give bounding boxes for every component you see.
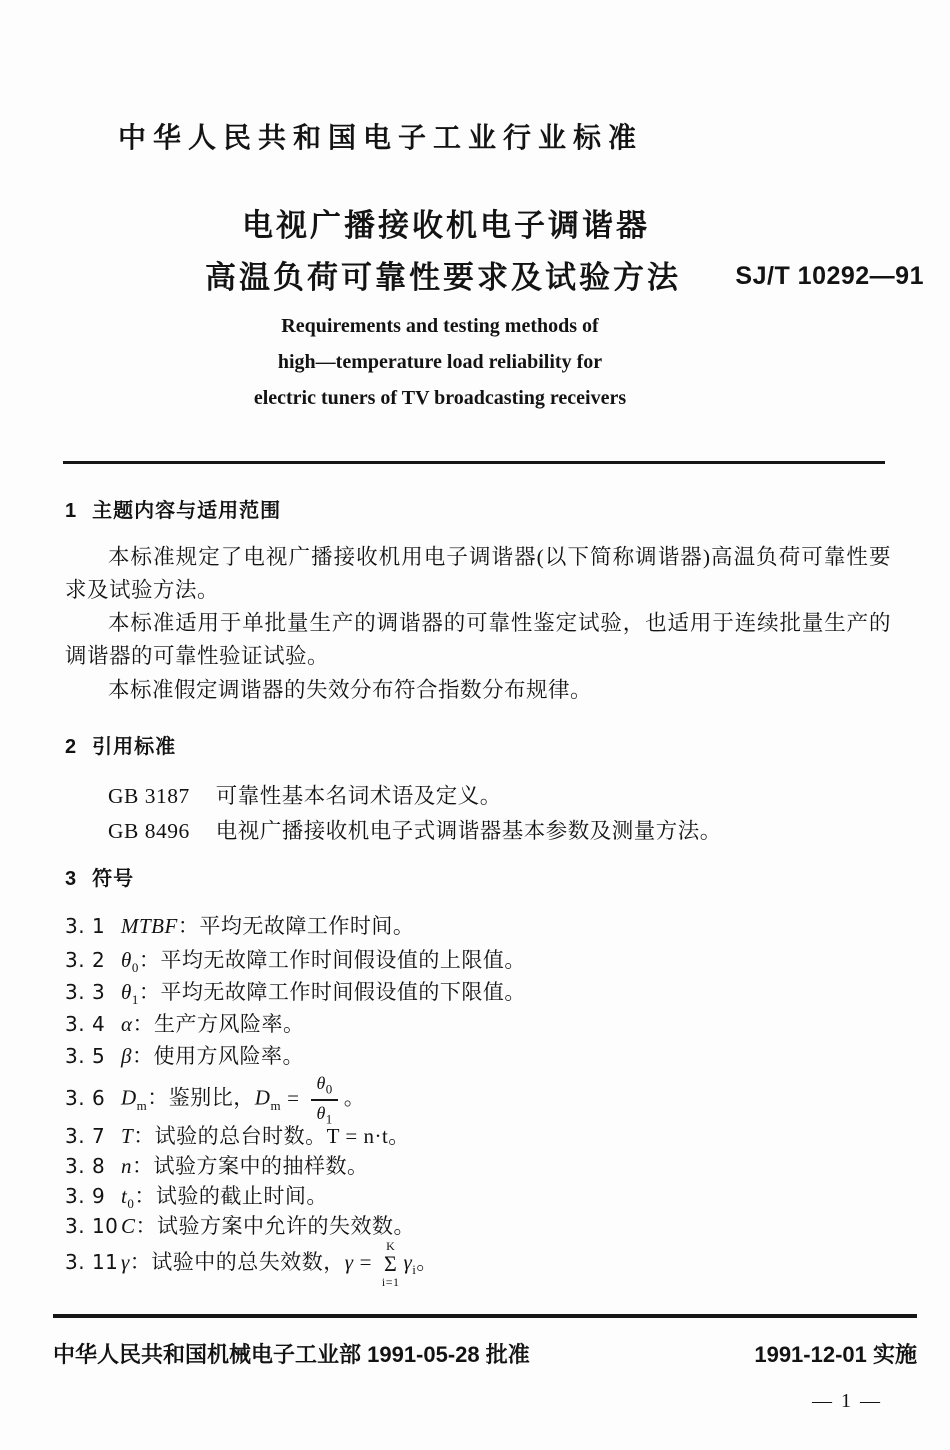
symbol-description: ：试验中的总失效数， <box>129 1249 345 1274</box>
symbol-number: 3. 8 <box>65 1154 106 1178</box>
symbol-description: ：平均无故障工作时间假设值的下限值。 <box>138 980 526 1004</box>
reference-title: 可靠性基本名词术语及定义。 <box>215 784 502 808</box>
symbol-number: 3. 5 <box>65 1044 106 1068</box>
english-title-line2: high—temperature load reliability for <box>277 351 603 373</box>
symbol-description: ：平均无故障工作时间。 <box>177 914 415 938</box>
symbol-number: 3. 1 <box>65 914 106 938</box>
symbol-number: 3. 11 <box>65 1249 119 1274</box>
symbol-item-3-4 <box>65 1008 905 1040</box>
header-divider-rule <box>63 461 885 464</box>
symbol-description: ：试验的截止时间。 <box>134 1184 328 1208</box>
symbol-item-3-1 <box>65 910 905 942</box>
approval-statement: 中华人民共和国机械电子工业部 1991-05-28 批准 <box>53 1342 530 1367</box>
symbol-item-3-9: 3. 9 $t_0$：试验的截止时间。 <box>65 1184 328 1212</box>
section3-title: 符号 <box>92 868 135 890</box>
symbol-glyph: θ <box>121 980 132 1004</box>
symbol-item-3-8 <box>65 1150 905 1182</box>
section1-number: 1 <box>65 500 77 522</box>
section3-heading <box>65 862 134 891</box>
symbol-glyph: T <box>121 1124 134 1148</box>
reference-code: GB 8496 <box>108 819 190 843</box>
section2-heading <box>65 730 176 759</box>
symbol-number: 3. 3 <box>65 980 106 1004</box>
implementation-date: 1991-12-01 实施 <box>754 1342 917 1367</box>
english-title <box>65 308 815 416</box>
standard-org-line: 中华人民共和国电子工业行业标准 <box>118 122 644 153</box>
symbol-number: 3. 10 <box>65 1214 119 1238</box>
section1-paragraph1: 本标准规定了电视广播接收机用电子调谐器(以下简称调谐器)高温负荷可靠性要求及试验方法。 <box>65 545 891 602</box>
symbol-item-3-5 <box>65 1040 905 1072</box>
equals-sign: = <box>359 1249 372 1274</box>
symbol-item-3-3: 3. 3 $\theta_1$：平均无故障工作时间假设值的下限值。 <box>65 980 526 1008</box>
symbol-item-3-7 <box>65 1120 905 1152</box>
summation-symbol: K Σ i=1 <box>381 1239 400 1289</box>
symbol-description: ：使用方风险率。 <box>131 1044 304 1068</box>
symbol-description: ：鉴别比， <box>147 1085 255 1110</box>
symbol-number: 3. 9 <box>65 1184 106 1208</box>
symbol-glyph: C <box>121 1214 136 1238</box>
reference-item <box>108 814 722 845</box>
symbol-number: 3. 2 <box>65 948 106 972</box>
symbol-item-3-11: 3. 11 γ：试验中的总失效数，γ = K Σ i=1 $\gamma_i$。 <box>65 1239 438 1289</box>
symbol-item-3-6: 3. 6 $D_m$：鉴别比，$D_m$ = $\frac{\theta_0}{\theta_1}$ 。 <box>65 1073 366 1127</box>
symbol-glyph: β <box>121 1044 132 1068</box>
symbol-glyph: θ <box>121 948 132 972</box>
document-title-line1: 电视广播接收机电子调谐器 <box>242 208 650 243</box>
section3-number: 3 <box>65 868 77 890</box>
equals-sign: = <box>287 1085 300 1110</box>
footer-divider-rule <box>53 1314 917 1318</box>
symbol-glyph: α <box>121 1012 133 1036</box>
document-title-line2: 高温负荷可靠性要求及试验方法 <box>205 260 681 295</box>
symbol-description: ：试验方案中的抽样数。 <box>132 1154 369 1178</box>
page-number: — 1 — <box>812 1390 882 1412</box>
standard-number: SJ/T 10292—91 <box>735 262 924 290</box>
reference-title: 电视广播接收机电子式调谐器基本参数及测量方法。 <box>215 819 722 843</box>
symbol-glyph: D <box>121 1085 137 1110</box>
section2-title: 引用标准 <box>92 736 177 758</box>
reference-code: GB 3187 <box>108 784 190 808</box>
section1-heading <box>65 494 281 523</box>
section2-number: 2 <box>65 736 77 758</box>
symbol-item-3-2: 3. 2 $\theta_0$：平均无故障工作时间假设值的上限值。 <box>65 948 526 976</box>
symbol-glyph: t <box>121 1184 128 1208</box>
symbol-glyph: γ <box>121 1249 130 1274</box>
symbol-number: 3. 7 <box>65 1124 106 1148</box>
section1-paragraph2: 本标准适用于单批量生产的调谐器的可靠性鉴定试验，也适用于连续批量生产的调谐器的可靠性验证试验。 <box>65 611 891 668</box>
symbol-glyph: MTBF <box>121 914 178 938</box>
symbol-number: 3. 4 <box>65 1012 106 1036</box>
section1-title: 主题内容与适用范围 <box>92 500 282 522</box>
symbol-glyph: n <box>121 1154 132 1178</box>
english-title-line3: electric tuners of TV broadcasting receivers <box>253 387 627 409</box>
english-title-line1: Requirements and testing methods of <box>281 315 599 337</box>
symbol-description: ：试验的总台时数。T = n·t。 <box>133 1124 410 1148</box>
reference-item <box>108 779 502 810</box>
symbol-item-3-10 <box>65 1210 905 1242</box>
symbol-description: ：试验方案中允许的失效数。 <box>135 1214 416 1238</box>
symbol-description: ：生产方风险率。 <box>132 1012 305 1036</box>
theta-ratio-fraction: $\frac{\theta_0}{\theta_1}$ <box>311 1072 337 1128</box>
symbol-description: ：平均无故障工作时间假设值的上限值。 <box>138 948 526 972</box>
symbol-number: 3. 6 <box>65 1085 106 1110</box>
section1-paragraph3: 本标准假定调谐器的失效分布符合指数分布规律。 <box>108 678 593 702</box>
